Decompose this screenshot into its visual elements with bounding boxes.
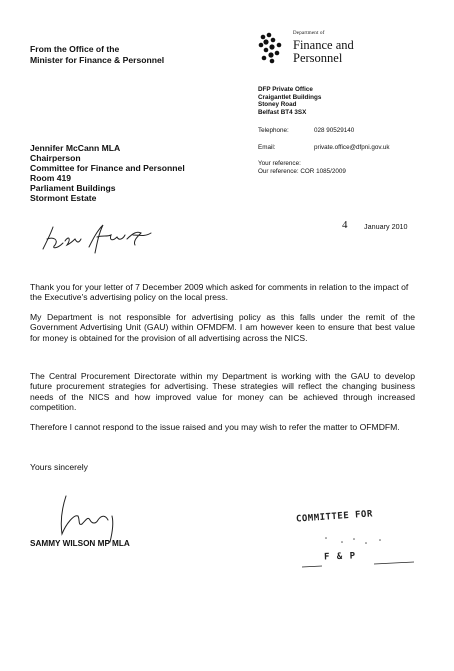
department-logo-icon (258, 32, 284, 64)
paragraph-2: My Department is not responsible for advertising policy as this falls under the remit of the Government Advertising Unit (GAU) within OFMDFM. I am however keen to ensure that best value for money is obtained for the provision of all advertising across the NICS. (30, 312, 415, 343)
closing: Yours sincerely (30, 462, 88, 472)
recipient-line-3: Committee for Finance and Personnel (30, 163, 185, 173)
your-reference: Your reference: (258, 160, 301, 167)
signatory-name: SAMMY WILSON MP MLA (30, 539, 130, 548)
department-name-line-2: Personnel (293, 51, 343, 65)
address-line-2: Craigantlet Buildings (258, 93, 322, 101)
references (258, 160, 346, 176)
telephone-row (258, 125, 438, 135)
paragraph-4: Therefore I cannot respond to the issue raised and you may wish to refer the matter to OFMDFM. (30, 422, 400, 432)
committee-stamp (295, 509, 421, 572)
stamp-line-2: F & P (323, 551, 357, 563)
sender-line-1: From the Office of the (30, 44, 120, 54)
recipient-line-6: Stormont Estate (30, 193, 97, 203)
department-prefix: Department of (293, 31, 325, 36)
recipient-line-4: Room 419 (30, 173, 72, 183)
telephone-label: Telephone: (258, 126, 289, 134)
recipient-line-5: Parliament Buildings (30, 183, 116, 193)
email-label: Email: (258, 143, 276, 151)
address-line-4: Belfast BT4 3SX (258, 108, 307, 116)
minister-signature-icon (52, 490, 132, 546)
telephone-value: 028 90529140 (314, 126, 355, 134)
stamp-line-1: COMMITTEE FOR (295, 509, 374, 525)
sender-address (258, 86, 321, 116)
paragraph-3: The Central Procurement Directorate within my Department is working with the GAU to develop future procurement strategies for advertising. These strategies will reflect the changing business needs of the NICS and how improved value for money can be achieved through increased competition. (30, 371, 415, 413)
recipient-line-1: Jennifer McCann MLA (30, 143, 121, 153)
recipient-line-2: Chairperson (30, 153, 81, 163)
department-name-line-1: Finance and (293, 38, 354, 52)
sender-line-2: Minister for Finance & Personnel (30, 55, 165, 65)
paragraph-1: Thank you for your letter of 7 December 2009 which asked for comments in relation to the impact of the Executive's advertising policy on the local press. (30, 282, 409, 303)
address-line-1: DFP Private Office (258, 86, 313, 93)
recipient-address (30, 143, 185, 203)
email-value: private.office@dfpni.gov.uk (314, 143, 390, 151)
address-line-3: Stoney Road (258, 101, 297, 109)
department-name (293, 39, 354, 65)
date-month-year: January 2010 (364, 222, 408, 231)
sender-office (30, 44, 164, 66)
date-day: 4 (342, 219, 348, 231)
our-reference: Our reference: COR 1085/2009 (258, 168, 346, 176)
stamp-marks-icon (296, 512, 421, 572)
salutation-handwriting-icon (37, 219, 157, 259)
contact-details (258, 125, 438, 152)
email-row (258, 142, 438, 152)
